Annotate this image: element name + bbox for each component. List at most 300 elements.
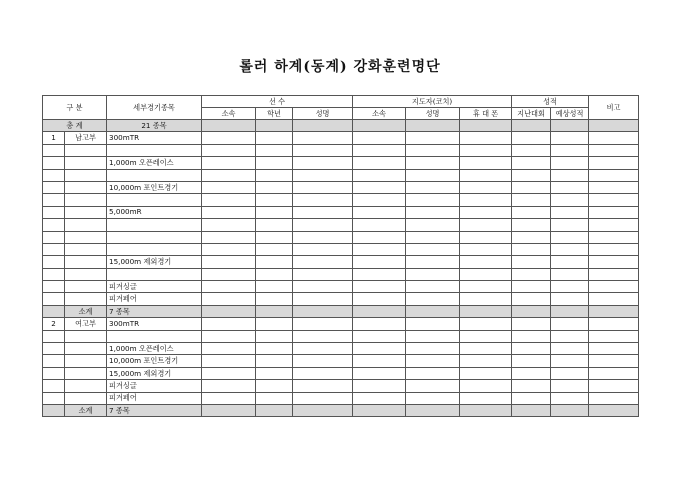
group-name (65, 367, 107, 379)
header-event-detail: 세부경기종목 (107, 96, 202, 120)
group-name: 여고부 (65, 318, 107, 330)
table-row (43, 343, 639, 355)
blank-cell (353, 367, 406, 379)
header-players-affiliation: 소속 (202, 108, 256, 120)
table-row (43, 367, 639, 379)
header-remarks: 비고 (589, 96, 639, 120)
table-row (43, 355, 639, 367)
blank-cell (512, 305, 551, 317)
blank-cell (460, 194, 512, 206)
blank-cell (512, 367, 551, 379)
group-name: 남고부 (65, 132, 107, 144)
blank-cell (293, 281, 353, 293)
blank-cell (202, 157, 256, 169)
group-name (65, 392, 107, 404)
subtotal-spacer (43, 305, 65, 317)
header-category: 구 분 (43, 96, 107, 120)
blank-cell (353, 404, 406, 416)
blank-cell (256, 367, 293, 379)
event-cell: 5,000mR (107, 206, 202, 218)
blank-cell (256, 343, 293, 355)
blank-cell (512, 281, 551, 293)
blank-cell (551, 231, 589, 243)
blank-cell (512, 132, 551, 144)
event-cell: 피겨페어 (107, 293, 202, 305)
group-number (43, 256, 65, 268)
blank-cell (202, 293, 256, 305)
blank-cell (589, 355, 639, 367)
blank-cell (406, 132, 460, 144)
blank-cell (589, 132, 639, 144)
blank-cell (256, 243, 293, 255)
blank-cell (406, 330, 460, 342)
blank-cell (256, 194, 293, 206)
group-number (43, 206, 65, 218)
blank-cell (551, 256, 589, 268)
group-name (65, 268, 107, 280)
blank-cell (406, 157, 460, 169)
blank-cell (202, 169, 256, 181)
blank-cell (589, 169, 639, 181)
blank-cell (353, 281, 406, 293)
blank-cell (460, 355, 512, 367)
blank-cell (293, 206, 353, 218)
blank-cell (589, 243, 639, 255)
blank-cell (202, 256, 256, 268)
blank-cell (512, 243, 551, 255)
blank-cell (512, 380, 551, 392)
event-cell: 15,000m 제외경기 (107, 367, 202, 379)
table-row (43, 318, 639, 330)
blank-cell (256, 281, 293, 293)
event-cell (107, 219, 202, 231)
blank-cell (293, 355, 353, 367)
group-number (43, 343, 65, 355)
blank-cell (460, 343, 512, 355)
blank-cell (406, 243, 460, 255)
header-players-name: 성명 (293, 108, 353, 120)
blank-cell (589, 293, 639, 305)
table-row (43, 231, 639, 243)
blank-cell (551, 305, 589, 317)
blank-cell (406, 380, 460, 392)
event-cell: 10,000m 포인트경기 (107, 181, 202, 193)
blank-cell (406, 318, 460, 330)
blank-cell (353, 355, 406, 367)
blank-cell (202, 355, 256, 367)
blank-cell (293, 231, 353, 243)
blank-cell (293, 343, 353, 355)
blank-cell (406, 219, 460, 231)
blank-cell (202, 330, 256, 342)
blank-cell (460, 268, 512, 280)
blank-cell (589, 206, 639, 218)
header-coach-phone: 휴 대 폰 (460, 108, 512, 120)
total-row (43, 120, 639, 132)
blank-cell (551, 268, 589, 280)
event-cell: 300mTR (107, 318, 202, 330)
group-number: 1 (43, 132, 65, 144)
table-row (43, 206, 639, 218)
roster-table (42, 95, 639, 417)
subtotal-label: 소계 (65, 404, 107, 416)
blank-cell (256, 144, 293, 156)
blank-cell (551, 219, 589, 231)
event-cell: 1,000m 오픈레이스 (107, 157, 202, 169)
blank-cell (353, 157, 406, 169)
blank-cell (256, 330, 293, 342)
event-cell (107, 231, 202, 243)
group-name (65, 281, 107, 293)
group-number (43, 293, 65, 305)
header-players: 선 수 (202, 96, 353, 108)
blank-cell (460, 169, 512, 181)
blank-cell (256, 219, 293, 231)
blank-cell (256, 169, 293, 181)
group-name (65, 330, 107, 342)
table-row (43, 132, 639, 144)
blank-cell (353, 305, 406, 317)
blank-cell (256, 293, 293, 305)
blank-cell (353, 293, 406, 305)
group-name (65, 194, 107, 206)
blank-cell (551, 355, 589, 367)
blank-cell (460, 281, 512, 293)
subtotal-label: 소계 (65, 305, 107, 317)
subtotal-events: 7 종목 (107, 305, 202, 317)
blank-cell (293, 194, 353, 206)
blank-cell (293, 144, 353, 156)
blank-cell (512, 355, 551, 367)
blank-cell (353, 169, 406, 181)
subtotal-row (43, 305, 639, 317)
group-name (65, 231, 107, 243)
table-row (43, 281, 639, 293)
header-players-grade: 학년 (256, 108, 293, 120)
group-number (43, 219, 65, 231)
blank-cell (551, 330, 589, 342)
blank-cell (293, 318, 353, 330)
blank-cell (256, 157, 293, 169)
table-row (43, 330, 639, 342)
group-number (43, 231, 65, 243)
blank-cell (353, 219, 406, 231)
blank-cell (589, 305, 639, 317)
group-name (65, 144, 107, 156)
event-cell: 피겨싱글 (107, 380, 202, 392)
blank-cell (551, 392, 589, 404)
blank-cell (589, 256, 639, 268)
blank-cell (353, 380, 406, 392)
blank-cell (460, 330, 512, 342)
blank-cell (460, 206, 512, 218)
table-row (43, 219, 639, 231)
event-cell (107, 268, 202, 280)
blank-cell (406, 404, 460, 416)
blank-cell (293, 330, 353, 342)
group-number (43, 355, 65, 367)
blank-cell (512, 181, 551, 193)
group-name (65, 256, 107, 268)
group-name (65, 355, 107, 367)
blank-cell (256, 380, 293, 392)
blank-cell (256, 206, 293, 218)
blank-cell (512, 157, 551, 169)
blank-cell (256, 181, 293, 193)
blank-cell (406, 367, 460, 379)
header-coach-affiliation: 소속 (353, 108, 406, 120)
blank-cell (460, 367, 512, 379)
blank-cell (589, 268, 639, 280)
event-cell (107, 144, 202, 156)
blank-cell (512, 231, 551, 243)
blank-cell (589, 343, 639, 355)
blank-cell (589, 181, 639, 193)
group-name (65, 219, 107, 231)
header-results-expected: 예상성적 (551, 108, 589, 120)
blank-cell (460, 219, 512, 231)
blank-cell (406, 305, 460, 317)
group-number (43, 181, 65, 193)
blank-cell (293, 305, 353, 317)
page-title: 롤러 하계(동계) 강화훈련명단 (239, 59, 441, 75)
blank-cell (293, 181, 353, 193)
blank-cell (551, 169, 589, 181)
total-label: 총 계 (43, 120, 107, 132)
table-row (43, 243, 639, 255)
blank-cell (551, 380, 589, 392)
group-number (43, 144, 65, 156)
blank-cell (353, 132, 406, 144)
header-coach: 지도자(코치) (353, 96, 512, 108)
blank-cell (551, 194, 589, 206)
event-cell: 1,000m 오픈레이스 (107, 343, 202, 355)
blank-cell (353, 330, 406, 342)
table-row (43, 380, 639, 392)
blank-cell (293, 219, 353, 231)
event-cell: 10,000m 포인트경기 (107, 355, 202, 367)
blank-cell (293, 169, 353, 181)
blank-cell (353, 144, 406, 156)
blank-cell (353, 256, 406, 268)
blank-cell (256, 305, 293, 317)
blank-cell (202, 181, 256, 193)
blank-cell (406, 231, 460, 243)
blank-cell (256, 256, 293, 268)
blank-cell (202, 380, 256, 392)
event-cell (107, 330, 202, 342)
group-name (65, 181, 107, 193)
blank-cell (512, 206, 551, 218)
blank-cell (551, 318, 589, 330)
blank-cell (551, 293, 589, 305)
blank-cell (406, 355, 460, 367)
group-number (43, 194, 65, 206)
blank-cell (460, 380, 512, 392)
blank-cell (406, 343, 460, 355)
blank-cell (460, 144, 512, 156)
blank-cell (460, 293, 512, 305)
blank-cell (512, 194, 551, 206)
event-cell (107, 243, 202, 255)
subtotal-row (43, 404, 639, 416)
blank-cell (293, 293, 353, 305)
blank-cell (406, 293, 460, 305)
blank-cell (202, 144, 256, 156)
group-name (65, 157, 107, 169)
blank-cell (406, 169, 460, 181)
subtotal-events: 7 종목 (107, 404, 202, 416)
blank-cell (256, 392, 293, 404)
blank-cell (256, 132, 293, 144)
blank-cell (512, 343, 551, 355)
blank-cell (406, 256, 460, 268)
blank-cell (551, 343, 589, 355)
event-cell: 300mTR (107, 132, 202, 144)
group-name (65, 206, 107, 218)
blank-cell (353, 392, 406, 404)
blank-cell (202, 132, 256, 144)
group-name (65, 169, 107, 181)
blank-cell (293, 392, 353, 404)
blank-cell (589, 157, 639, 169)
blank-cell (256, 231, 293, 243)
blank-cell (202, 404, 256, 416)
total-events: 21 종목 (107, 120, 202, 132)
blank-cell (512, 293, 551, 305)
blank-cell (202, 194, 256, 206)
group-number (43, 157, 65, 169)
event-cell: 피겨싱글 (107, 281, 202, 293)
group-number (43, 367, 65, 379)
group-number (43, 380, 65, 392)
blank-cell (256, 318, 293, 330)
table-row (43, 194, 639, 206)
blank-cell (512, 392, 551, 404)
blank-cell (202, 268, 256, 280)
blank-cell (589, 367, 639, 379)
blank-cell (512, 219, 551, 231)
blank-cell (512, 256, 551, 268)
table-row (43, 157, 639, 169)
blank-cell (293, 157, 353, 169)
blank-cell (589, 392, 639, 404)
blank-cell (551, 144, 589, 156)
group-name (65, 343, 107, 355)
blank-cell (551, 132, 589, 144)
event-cell: 15,000m 제외경기 (107, 256, 202, 268)
header-coach-name: 성명 (406, 108, 460, 120)
blank-cell (293, 367, 353, 379)
blank-cell (512, 144, 551, 156)
blank-cell (512, 268, 551, 280)
table-row (43, 181, 639, 193)
blank-cell (353, 181, 406, 193)
table-row (43, 169, 639, 181)
blank-cell (202, 392, 256, 404)
blank-cell (202, 243, 256, 255)
blank-cell (460, 181, 512, 193)
blank-cell (460, 392, 512, 404)
blank-cell (353, 343, 406, 355)
blank-cell (551, 404, 589, 416)
group-number (43, 281, 65, 293)
blank-cell (551, 281, 589, 293)
blank-cell (202, 206, 256, 218)
blank-cell (460, 256, 512, 268)
blank-cell (512, 404, 551, 416)
blank-cell (293, 268, 353, 280)
blank-cell (460, 157, 512, 169)
blank-cell (406, 268, 460, 280)
table-row (43, 392, 639, 404)
table-row (43, 268, 639, 280)
group-number (43, 268, 65, 280)
blank-cell (202, 281, 256, 293)
blank-cell (589, 144, 639, 156)
blank-cell (202, 231, 256, 243)
group-number (43, 392, 65, 404)
blank-cell (551, 181, 589, 193)
blank-cell (551, 367, 589, 379)
group-number: 2 (43, 318, 65, 330)
blank-cell (589, 318, 639, 330)
blank-cell (406, 181, 460, 193)
blank-cell (460, 318, 512, 330)
blank-cell (589, 330, 639, 342)
blank-cell (589, 281, 639, 293)
header-results-last: 지난대회 (512, 108, 551, 120)
blank-cell (589, 219, 639, 231)
header-results: 성적 (512, 96, 589, 108)
blank-cell (589, 404, 639, 416)
blank-cell (406, 144, 460, 156)
event-cell: 피겨페어 (107, 392, 202, 404)
blank-cell (512, 330, 551, 342)
blank-cell (256, 404, 293, 416)
blank-cell (353, 206, 406, 218)
blank-cell (460, 132, 512, 144)
blank-cell (512, 169, 551, 181)
blank-cell (293, 256, 353, 268)
blank-cell (406, 206, 460, 218)
blank-cell (202, 305, 256, 317)
blank-cell (406, 194, 460, 206)
group-name (65, 243, 107, 255)
table-row (43, 256, 639, 268)
blank-cell (353, 243, 406, 255)
blank-cell (256, 268, 293, 280)
blank-cell (551, 206, 589, 218)
blank-cell (460, 404, 512, 416)
blank-cell (551, 157, 589, 169)
event-cell (107, 194, 202, 206)
blank-cell (589, 194, 639, 206)
blank-cell (353, 268, 406, 280)
blank-cell (589, 231, 639, 243)
group-number (43, 169, 65, 181)
blank-cell (589, 380, 639, 392)
blank-cell (406, 392, 460, 404)
event-cell (107, 169, 202, 181)
blank-cell (202, 219, 256, 231)
blank-cell (202, 343, 256, 355)
group-name (65, 380, 107, 392)
blank-cell (406, 281, 460, 293)
group-number (43, 330, 65, 342)
blank-cell (551, 243, 589, 255)
blank-cell (293, 404, 353, 416)
